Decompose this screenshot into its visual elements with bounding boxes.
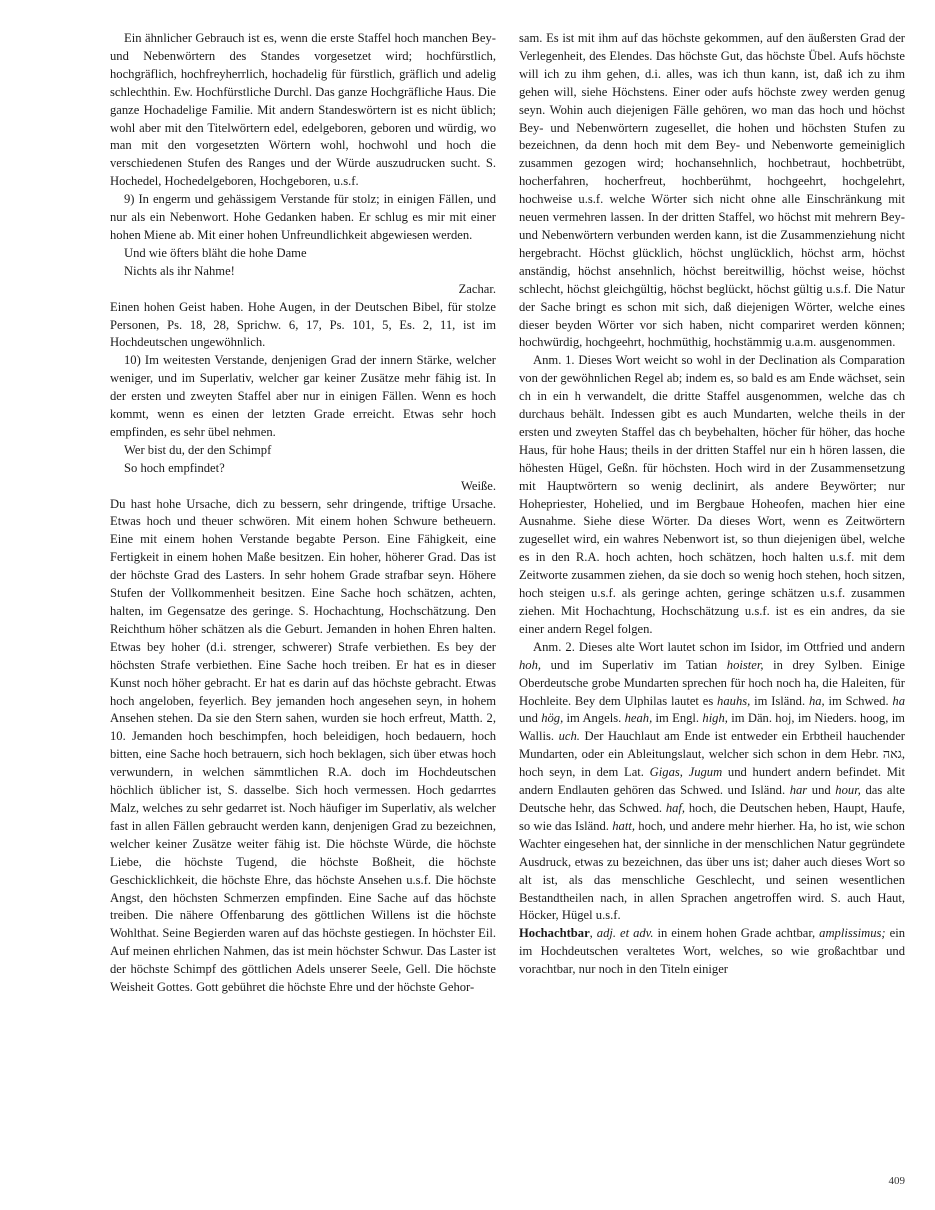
paragraph: Ein ähnlicher Gebrauch ist es, wenn die erste Staffel hoch manchen Bey- und Nebenwörtern des Standes vorgesetzet wird; hochfürstlich, hochgräflich, hochfreyherrlich, hochadelig für fürstlich, gräflich und adelig schlechthin. Ew. Hochfürstliche Durchl. Das ganze Hochgräfliche Haus. Die ganze Hochadelige Familie. Mit andern Standeswörtern ist es nicht üblich; wohl aber mit den Titelwörtern edel, edelgeboren, geboren und würdig, wo man mit den vorgesetzten Wörtern wohl, hochwohl und hoch die verschiedenen Stufen des Ranges und der Würde auszudrucken sucht. S. Hochedel, Hochedelgeboren, Hochgeboren, u.s.f.	[110, 31, 496, 189]
right-column	[519, 30, 905, 979]
headword: Hochachtbar	[519, 926, 590, 941]
latin-gloss: amplissimus;	[819, 926, 886, 941]
italic-term: har	[789, 783, 808, 798]
italic-term: hoh,	[519, 657, 542, 672]
paragraph: 9) In engerm und gehässigem Verstande für stolz; in einigen Fällen, und nur als ein Nebenwort. Hohe Gedanken haben. Er schlug es mir mit einer hohen Miene ab. Mit einer hohen Unfreundlichkeit abgewiesen werden.	[110, 192, 496, 242]
italic-term: ha,	[808, 693, 825, 708]
paragraph-anm1: Anm. 1. Dieses Wort weicht so wohl in der Declination als Comparation von der gewöhnlichen Regel ab; indem es, so bald es am Ende wächset, sein ch in ein h verwandelt, die dritte Staffel ausgenommen, welche das ch durchaus behält. Indessen gibt es auch Mundarten, welche theils in der ersten und zweyten Staffel das ch beybehalten, höcher für höher, das hoche Haus, für hohe Haus; theils in der dritten Staffel nur ein h hören lassen, die höhesten Hügel, Geßn. für höchsten. Hoch wird in der Zusammensetzung mit Hauptwörtern so wenig declinirt, als andere Beywörter; nur Hohepriester, Hohelied, und im Bergbaue Hoheofen, machen hier eine Ausnahme. Siehe diese Wörter. Da dieses Wort, wenn es Zeitwörtern zugesellet wird, ein wahres Nebenwort ist, so thun diejenigen übel, welche es in den R.A. hoch achten, hoch schätzen, hoch halten u.s.f. mit dem Zeitworte zusammen ziehen, da sie doch so wenig hoch stehen, hoch sitzen, hoch steigen u.s.f. als geringe achten, geringe schätzen u.s.f. zusammen ziehen. Mit Hochachtung, Hochschätzung u.s.f. ist es ein andres, da sie einer andern Regel folgen.	[519, 353, 905, 636]
text-run: ,	[589, 926, 597, 941]
entry-hochachtbar	[519, 925, 905, 979]
page-number: 409	[888, 1175, 905, 1187]
text-run: im Engl.	[652, 711, 703, 726]
text-run: hoch, die Deutschen heben, Haupt, Haufe, so wie das Isländ.	[519, 800, 906, 833]
text-run: in einem hohen Grade achtbar,	[653, 926, 820, 941]
text-run: ein im Hochdeutschen veraltetes Wort, welches, so wie großachtbar und vorachtbar, nur noch in den Titeln einiger	[519, 926, 906, 977]
paragraph: sam. Es ist mit ihm auf das höchste gekommen, auf den äußersten Grad der Verlegenheit, des Elendes. Das höchste Gut, das höchste Übel. Aufs höchste will ich zu ihm gehen, d.i. alles, was ich thun kann, ist, daß ich zu ihm gehen will, siehe Höchstens. Einer oder aufs höchste zwey werden genug seyn. Wohin auch diejenigen Fälle gehören, wo man das hoch und höchst Bey- und Nebenwörtern zugesellet, die hohen und höchsten Stufen zu bezeichnen, da denn hoch mit dem Bey- und Nebenworte gemeiniglich zusammen gezogen wird; hochansehnlich, hochbetraut, hochbetrübt, hocherfahren, hocherfreut, hochberühmt, hochgeehrt, hochgelehrt, hochweise u.s.f. welche Wörter sich nicht ohne alle Einschränkung mit neuen vermehren lassen. In der dritten Staffel, wo höchst mit mehrern Bey- und Nebenwörtern verbunden werden kann, ist die Zusammenziehung nicht hergebracht. Höchst glücklich, höchst unglücklich, höchst arm, höchst anständig, höchst ansehnlich, höchst bereitwillig, höchst weise, höchst schlecht, höchst gleichgültig, höchst beglückt, höchst gültig u.s.f. Die Natur der Sache bringt es schon mit sich, daß diejenigen Wörter, welche eines dieser beyden Wörter vor sich haben, nicht compariret werden können; hochwürdig, hochgeehrt, hochmüthig, hochstämmig u.a.m. ausgenommen.	[519, 31, 905, 350]
paragraph: Einen hohen Geist haben. Hohe Augen, in der Deutschen Bibel, für stolze Personen, Ps. 18, 28, Sprichw. 6, 17, Ps. 101, 5, Es. 2, 11, ist im Hochdeutschen ungewöhnlich.	[110, 299, 496, 350]
text-run: das alte Deutsche hehr, das Schwed.	[519, 783, 906, 815]
text-run: im Isländ.	[750, 693, 809, 708]
verse-line: So hoch empfindet?	[124, 460, 225, 475]
italic-term: hour,	[835, 783, 861, 798]
italic-term: hatt,	[612, 818, 635, 833]
text-run: und	[519, 711, 542, 726]
paragraph: Du hast hohe Ursache, dich zu bessern, sehr dringende, triftige Ursache. Etwas hoch und theuer schwören. Mit einem hohen Schwure betheuern. Eine mit einem hohen Verstande begabte Person. Eine Fähigkeit, eine Fertigkeit in einem hohen Maße besitzen. Ein hoher, höherer Grad. Das ist der höchste Grad des Lasters. In sehr hohem Grade strafbar seyn. Höhere Stufen der Vollkommenheit besitzen. Eine Sache hoch schätzen, achten, halten, im Gegensatze des geringe. S. Hochachtung, Hochschätzung. Den Reichthum höher schätzen als die Geburt. Jemanden in hohen Ehren halten. Etwas bey hoher (d.i. strenger, schwerer) Strafe verbiethen. Es bey der höchsten Strafe verbiethen. Eine Sache hoch treiben. Er hat es in dieser Kunst noch höher gebracht. Er hat es darin auf das höchste gebracht. Etwas hoch angeloben, feyerlich. Bey jemanden hoch angesehen seyn, in hohem Ansehen stehen. Da sie den Stern sahen, wurden sie hoch erfreut, Matth. 2, 10. Jemanden hoch beschimpfen, hoch beleidigen, hoch bedauern, hoch bitten, eine Sache hoch betrauern, sich hoch beklagen, sich über etwas hoch verwundern, in welchen sämmtlichen R.A. doch im Hochdeutschen höchlich üblicher ist, S. dasselbe. Sich hoch vermessen. Hoch gedarrtes Malz, welches zu sehr gedarret ist. Noch häufiger im Superlativ, als welcher fast in allen Fällen gebraucht werden kann, denjenigen Grad zu bezeichnen, welcher keiner Zusätze weiter fähig ist. Die höchste Würde, die höchste Liebe, die höchste Tugend, die höchste Boßheit, die höchste Geschicklichkeit, die höchste Ehre, das höchste Ansehen u.s.f. Die höchste Angst, den höchsten Schmerzen empfinden. Eine Sache auf das höchste treiben. Die nähere Offenbarung des göttlichen Willens ist die höchste Wohlthat. Seine Begierden waren auf das höchste gestiegen. In höchster Eil. Auf meinen ehrlichen Nahmen, das ist mein höchster Schwur. Das Laster ist der höchste Schimpf des göttlichen Adels unserer Seele, Gell. Die höchste Weisheit Gottes. Gott gebühret die höchste Ehre und der höchste Gehor-	[110, 496, 496, 995]
italic-term: Gigas, Jugum	[649, 765, 723, 780]
paragraph: 10) Im weitesten Verstande, denjenigen Grad der innern Stärke, welcher weniger, und im Superlativ, welcher gar keiner Zusätze mehr fähig ist. In der ersten und zweyten Staffel aber nur in einigen Fällen. Wenn es hoch kommt, wenn es einen der letzten Grade erreicht. Etwas sehr hoch empfinden, es sehr übel nehmen.	[110, 353, 496, 439]
part-of-speech: adj. et adv.	[596, 926, 654, 941]
italic-term: ha	[892, 693, 906, 708]
text-run: in drey Sylben. Einige Oberdeutsche grobe Mundarten sprechen für hoch noch ha, die Haleiten, für Hochleite. Bey dem Ulphilas lautet es	[519, 657, 905, 708]
italic-term: high,	[702, 711, 728, 726]
text-run: hoch, und andere mehr hierher. Ha, ho ist, wie schon Wachter eingesehen hat, der sinnliche in der menschlichen Natur gegründete Ausdruck, etwas zu bezeichnen, das über uns ist; daher auch dieses Wort so alt ist, als das menschliche Geschlecht, und seinen wesentlichen Bestandtheilen nach, in allen Sprachen angetroffen wird. S. auch Haut, Höcker, Hügel u.s.f.	[519, 818, 905, 923]
verse-author: Weiße.	[460, 478, 496, 493]
italic-term: hauhs,	[717, 693, 751, 708]
text-run: und im Superlativ im Tatian	[541, 657, 727, 672]
text-run: und	[807, 783, 836, 798]
italic-term: hoister,	[726, 657, 764, 672]
paragraph-anm2	[519, 639, 905, 926]
text-run: im Angels.	[563, 711, 625, 726]
text-run: Der Hauchlaut am Ende ist entweder ein Erbtheil hauchender Mundarten, oder ein Ableitungslaut, welcher sich schon in dem Hebr. גאה, hoch seyn, in dem Lat.	[519, 729, 905, 780]
text-run: im Schwed.	[824, 693, 893, 708]
text-run: Anm. 2. Dieses alte Wort lautet schon im Isidor, im Ottfried und andern	[533, 639, 905, 654]
verse-line: Und wie öfters bläht die hohe Dame	[124, 245, 307, 260]
italic-term: hög,	[541, 711, 564, 726]
text-run: im Dän. hoj, im Nieders. hoog, im Wallis.	[519, 711, 905, 744]
verse-author: Zachar.	[458, 281, 496, 296]
italic-term: uch.	[558, 729, 580, 744]
left-column	[110, 30, 496, 997]
italic-term: heah,	[624, 711, 653, 726]
verse-line: Wer bist du, der den Schimpf	[124, 442, 272, 457]
verse-line: Nichts als ihr Nahme!	[124, 263, 235, 278]
text-run: und hundert andern befindet. Mit andern Endlauten gehören das Schwed. und Isländ.	[519, 765, 905, 798]
italic-term: haf,	[665, 800, 686, 815]
